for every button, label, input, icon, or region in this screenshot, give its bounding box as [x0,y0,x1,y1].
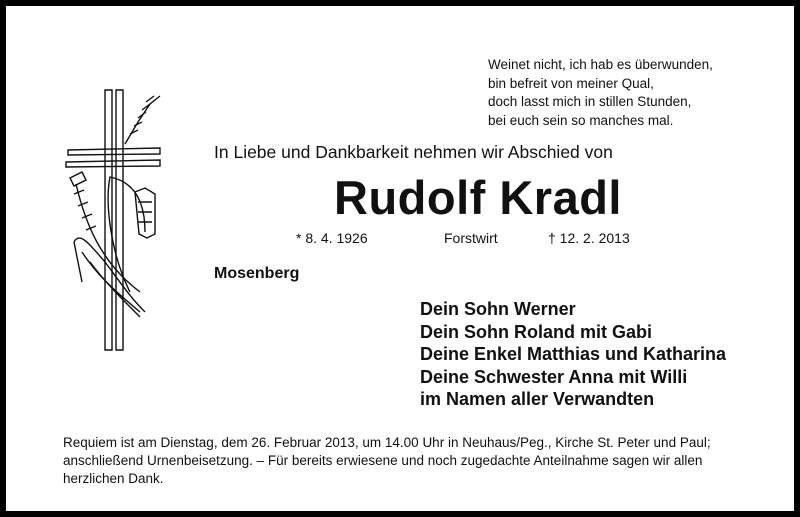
intro-text: In Liebe und Dankbarkeit nehmen wir Abschied von [214,142,613,162]
poem [488,56,713,130]
mourner: Dein Sohn Werner [420,299,576,319]
cross-with-wheat-icon [60,82,170,362]
mourner: Deine Schwester Anna mit Willi [420,366,688,387]
death-date: † 12. 2. 2013 [548,230,630,246]
footer-line: herzlichen Dank. [63,471,164,486]
deceased-name: Rudolf Kradl [334,171,622,224]
mourners-list [420,298,726,411]
mourner: Dein Sohn Roland mit Gabi [420,321,653,342]
poem-line: bei euch sein so manches mal. [488,112,674,128]
birth-date: * 8. 4. 1926 [296,230,368,246]
poem-line: bin befreit von meiner Qual, [488,75,654,91]
footer-notice [63,434,763,488]
mourner: Deine Enkel Matthias und Katharina [420,344,727,364]
poem-line: Weinet nicht, ich hab es überwunden, [488,57,713,72]
poem-line: doch lasst mich in stillen Stunden, [488,94,692,109]
footer-line: Requiem ist am Dienstag, dem 26. Februar 2013, um 14.00 Uhr in Neuhaus/Peg., Kirche St. Peter und Paul; [63,435,711,450]
footer-line: anschließend Urnenbeisetzung. – Für bereits erwiesene und noch zugedachte Anteilnahme sagen wir allen [63,453,703,468]
place: Mosenberg [214,265,300,282]
mourner: im Namen aller Verwandten [420,389,655,409]
occupation: Forstwirt [444,230,498,246]
